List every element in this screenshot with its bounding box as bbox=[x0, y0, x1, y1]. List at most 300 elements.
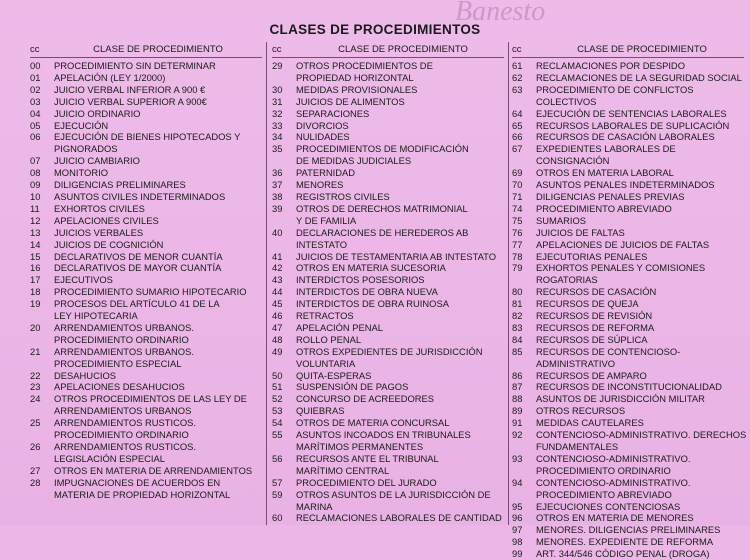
procedure-label: PROCEDIMIENTO SIN DETERMINAR bbox=[54, 60, 216, 71]
procedure-code: 77 bbox=[512, 238, 523, 250]
code-header: cc bbox=[512, 44, 522, 55]
procedure-label: APELACIONES CIVILES bbox=[54, 214, 159, 226]
procedure-code bbox=[30, 453, 54, 465]
procedure-code: 64 bbox=[512, 107, 523, 119]
procedure-code bbox=[30, 334, 54, 346]
procedure-code: 42 bbox=[272, 262, 283, 274]
procedure-label: RECURSOS ANTE EL TRIBUNAL bbox=[296, 452, 439, 464]
procedure-label: SUSPENSIÓN DE PAGOS bbox=[296, 381, 409, 393]
procedure-label: DECLARATIVOS DE MAYOR CUANTÍA bbox=[54, 262, 222, 274]
procedure-code: 36 bbox=[272, 167, 283, 179]
procedure-label: ARRENDAMIENTOS URBANOS bbox=[54, 405, 192, 417]
table-row bbox=[30, 143, 262, 155]
procedure-label: PROCEDIMIENTO ORDINARIO bbox=[54, 429, 189, 441]
table-row bbox=[512, 167, 748, 179]
table-row bbox=[272, 60, 510, 72]
label-header: CLASE DE PROCEDIMIENTO bbox=[577, 44, 707, 55]
table-row bbox=[512, 179, 748, 191]
procedure-label: EJECUCIÓN DE SENTENCIAS LABORALES bbox=[536, 107, 727, 119]
table-row bbox=[272, 453, 510, 465]
table-row bbox=[512, 322, 748, 334]
procedure-code: 62 bbox=[512, 71, 523, 83]
procedure-label: PROCEDIMIENTO DE CONFLICTOS COLECTIVOS bbox=[536, 83, 694, 107]
procedure-label: DECLARACIONES DE HEREDEROS AB INTESTATO bbox=[296, 226, 469, 250]
table-row bbox=[272, 72, 510, 84]
procedure-label: ARRENDAMIENTOS URBANOS. bbox=[54, 321, 194, 333]
procedure-code bbox=[272, 72, 296, 84]
procedure-label: OTROS DE DERECHOS MATRIMONIAL bbox=[296, 202, 468, 214]
column-header bbox=[272, 42, 510, 57]
table-row bbox=[272, 274, 510, 286]
procedure-column-1 bbox=[30, 42, 262, 525]
procedure-label: RECURSOS DE AMPARO bbox=[536, 369, 647, 381]
procedure-code: 33 bbox=[272, 119, 283, 131]
procedure-label: JUICIO VERBAL INFERIOR A 900 € bbox=[54, 83, 206, 95]
procedure-code: 56 bbox=[272, 452, 283, 464]
bank-watermark: Banesto bbox=[455, 0, 546, 27]
code-header: cc bbox=[30, 44, 40, 55]
table-row bbox=[30, 334, 262, 346]
procedure-label: EJECUCIÓN bbox=[54, 119, 109, 131]
procedure-code: 24 bbox=[30, 393, 41, 405]
procedure-label: INTERDICTOS POSESORIOS bbox=[296, 274, 425, 286]
procedure-label: MONITORIO bbox=[54, 167, 108, 179]
procedure-code bbox=[272, 441, 296, 453]
procedure-label: FUNDAMENTALES bbox=[536, 441, 619, 452]
table-row bbox=[30, 262, 262, 274]
table-row bbox=[512, 72, 748, 84]
procedure-code: 12 bbox=[30, 214, 41, 226]
procedure-label: EJECUCIÓN DE BIENES HIPOTECADOS Y bbox=[54, 131, 241, 143]
table-row bbox=[272, 429, 510, 441]
table-row bbox=[512, 524, 748, 536]
procedure-code: 63 bbox=[512, 83, 523, 95]
procedure-code: 66 bbox=[512, 131, 523, 143]
procedure-label: ARRENDAMIENTOS RUSTICOS. bbox=[54, 417, 197, 429]
procedure-code: 79 bbox=[512, 262, 523, 274]
table-row bbox=[272, 322, 510, 334]
procedure-label: JUICIO VERBAL SUPERIOR A 900€ bbox=[54, 95, 207, 107]
procedure-code: 94 bbox=[512, 476, 523, 488]
procedure-code: 28 bbox=[30, 476, 41, 488]
table-row bbox=[512, 262, 748, 286]
procedure-label: RECURSOS DE CONTENCIOSO-ADMINISTRATIVO bbox=[536, 345, 681, 369]
procedure-label: EJECUCIONES CONTENCIOSAS bbox=[536, 500, 681, 512]
table-row bbox=[30, 405, 262, 417]
table-row bbox=[272, 489, 510, 513]
procedure-label: MEDIDAS CAUTELARES bbox=[536, 417, 644, 429]
procedure-label: PROPIEDAD HORIZONTAL bbox=[296, 71, 414, 83]
table-row bbox=[30, 465, 262, 477]
table-row bbox=[272, 393, 510, 405]
procedure-label: PROCEDIMIENTO ABREVIADO bbox=[536, 202, 672, 214]
procedure-code: 80 bbox=[512, 286, 523, 298]
procedure-label: OTROS EN MATERIA DE MENORES bbox=[536, 512, 694, 524]
procedure-label: ASUNTOS CIVILES INDETERMINADOS bbox=[54, 190, 226, 202]
procedure-code: 40 bbox=[272, 226, 283, 238]
table-row bbox=[30, 203, 262, 215]
procedure-label: DECLARATIVOS DE MENOR CUANTÍA bbox=[54, 250, 223, 262]
table-row bbox=[30, 286, 262, 298]
table-row bbox=[512, 215, 748, 227]
procedure-code bbox=[30, 429, 54, 441]
procedure-code: 32 bbox=[272, 107, 283, 119]
label-header: CLASE DE PROCEDIMIENTO bbox=[338, 44, 468, 55]
procedure-label: REGISTROS CIVILES bbox=[296, 190, 390, 202]
column-header bbox=[30, 42, 262, 57]
procedure-label: JUICIOS DE TESTAMENTARIA AB INTESTATO bbox=[296, 250, 497, 262]
table-row bbox=[272, 477, 510, 489]
procedure-code: 00 bbox=[30, 60, 41, 71]
procedure-code: 84 bbox=[512, 333, 523, 345]
table-row bbox=[512, 548, 748, 560]
table-row bbox=[512, 131, 748, 143]
procedure-label: RETRACTOS bbox=[296, 310, 354, 322]
procedure-code bbox=[30, 310, 54, 322]
procedure-code: 26 bbox=[30, 441, 41, 452]
table-row bbox=[30, 120, 262, 132]
table-row bbox=[512, 334, 748, 346]
procedure-label: OTROS ASUNTOS DE LA JURISDICCIÓN DE MARINA bbox=[296, 488, 491, 512]
procedure-label: OTROS EN MATERIA SUCESORIA bbox=[296, 262, 446, 274]
procedure-label: JUICIO CAMBIARIO bbox=[54, 155, 140, 167]
procedure-label: RECURSOS DE SÚPLICA bbox=[536, 333, 648, 345]
procedure-code: 71 bbox=[512, 190, 523, 202]
procedure-code: 44 bbox=[272, 286, 283, 298]
procedure-code: 52 bbox=[272, 393, 283, 405]
table-row bbox=[512, 227, 748, 239]
table-row bbox=[272, 167, 510, 179]
table-row bbox=[512, 417, 748, 429]
table-row bbox=[30, 96, 262, 108]
procedure-label: PROCESOS DEL ARTÍCULO 41 DE LA bbox=[54, 298, 220, 310]
procedure-code: 23 bbox=[30, 381, 41, 393]
table-row bbox=[272, 417, 510, 429]
procedure-label: CONCURSO DE ACREEDORES bbox=[296, 393, 435, 405]
table-row bbox=[512, 405, 748, 417]
procedure-label: RECLAMACIONES POR DESPIDO bbox=[536, 60, 685, 71]
table-row bbox=[272, 179, 510, 191]
procedure-code: 93 bbox=[512, 452, 523, 464]
procedure-code: 14 bbox=[30, 238, 41, 250]
table-row bbox=[272, 251, 510, 263]
procedure-columns bbox=[0, 42, 750, 560]
procedure-code: 41 bbox=[272, 250, 283, 262]
table-row bbox=[272, 120, 510, 132]
table-row bbox=[512, 489, 748, 501]
procedure-label: DILIGENCIAS PENALES PREVIAS bbox=[536, 190, 685, 202]
table-row bbox=[512, 239, 748, 251]
procedure-code: 55 bbox=[272, 429, 283, 441]
procedure-label: NULIDADES bbox=[296, 131, 350, 143]
procedure-label: ASUNTOS INCOADOS EN TRIBUNALES bbox=[296, 429, 471, 441]
procedure-code: 45 bbox=[272, 298, 283, 310]
procedure-code bbox=[512, 489, 536, 501]
table-row bbox=[512, 429, 748, 441]
table-row bbox=[272, 298, 510, 310]
procedure-code: 19 bbox=[30, 298, 41, 310]
procedure-label: RECURSOS DE CASACIÓN LABORALES bbox=[536, 131, 715, 143]
table-row bbox=[512, 370, 748, 382]
procedure-code bbox=[30, 489, 54, 501]
table-row bbox=[272, 143, 510, 155]
procedure-label: EXPEDIENTES LABORALES DE CONSIGNACIÓN bbox=[536, 143, 676, 167]
procedure-code: 11 bbox=[30, 202, 40, 214]
procedure-code: 92 bbox=[512, 429, 523, 441]
table-row bbox=[512, 298, 748, 310]
procedure-code: 65 bbox=[512, 119, 523, 131]
procedure-code bbox=[30, 358, 54, 370]
procedure-code: 06 bbox=[30, 131, 41, 143]
procedure-code: 86 bbox=[512, 369, 523, 381]
table-row bbox=[30, 298, 262, 310]
page-title: CLASES DE PROCEDIMIENTOS bbox=[269, 22, 481, 37]
procedure-label: IMPUGNACIONES DE ACUERDOS EN bbox=[54, 476, 221, 488]
procedure-code: 48 bbox=[272, 333, 283, 345]
procedure-code: 78 bbox=[512, 250, 523, 262]
procedure-label: JUICIOS DE COGNICIÓN bbox=[54, 238, 164, 250]
procedure-code bbox=[512, 441, 536, 453]
procedure-label: MENORES. EXPEDIENTE DE REFORMA bbox=[536, 536, 714, 548]
procedure-label: DILIGENCIAS PRELIMINARES bbox=[54, 179, 186, 191]
procedure-code: 87 bbox=[512, 381, 523, 393]
table-row bbox=[272, 215, 510, 227]
procedure-code: 54 bbox=[272, 417, 283, 429]
procedure-code: 18 bbox=[30, 286, 41, 298]
procedure-label: MENORES bbox=[296, 179, 344, 191]
procedure-code: 88 bbox=[512, 393, 523, 405]
procedure-code: 22 bbox=[30, 369, 41, 381]
procedure-label: CONTENCIOSO-ADMINISTRATIVO. DERECHOS bbox=[536, 429, 747, 441]
procedure-label: APELACIONES DE JUICIOS DE FALTAS bbox=[536, 238, 710, 250]
procedure-code: 02 bbox=[30, 83, 41, 95]
code-header: cc bbox=[272, 44, 282, 55]
table-row bbox=[512, 465, 748, 477]
table-row bbox=[512, 393, 748, 405]
procedure-code: 97 bbox=[512, 524, 523, 536]
table-row bbox=[30, 453, 262, 465]
procedure-code: 21 bbox=[30, 345, 41, 357]
procedure-code: 13 bbox=[30, 226, 41, 238]
table-row bbox=[512, 251, 748, 263]
procedure-code: 46 bbox=[272, 310, 283, 322]
table-row bbox=[512, 536, 748, 548]
column-header bbox=[512, 42, 748, 57]
procedure-code bbox=[512, 465, 536, 477]
procedure-label: MENORES. DILIGENCIAS PRELIMINARES bbox=[536, 524, 721, 536]
procedure-label: RECURSOS DE CASACIÓN bbox=[536, 286, 657, 298]
table-row bbox=[272, 441, 510, 453]
table-row bbox=[272, 262, 510, 274]
table-row bbox=[512, 120, 748, 132]
procedure-code: 51 bbox=[272, 381, 283, 393]
procedure-label: OTROS PROCEDIMIENTOS DE LAS LEY DE bbox=[54, 393, 247, 405]
table-row bbox=[512, 346, 748, 370]
procedure-code: 20 bbox=[30, 321, 41, 333]
procedure-label: EXHORTOS CIVILES bbox=[54, 202, 145, 214]
table-row bbox=[272, 381, 510, 393]
procedure-code: 27 bbox=[30, 464, 41, 476]
procedure-label: PROCEDIMIENTO ORDINARIO bbox=[54, 333, 189, 345]
procedure-code: 16 bbox=[30, 262, 41, 274]
table-row bbox=[30, 489, 262, 501]
procedure-code: 09 bbox=[30, 179, 41, 191]
procedure-label: MARÍTIMO CENTRAL bbox=[296, 464, 390, 476]
procedure-label: DESAHUCIOS bbox=[54, 369, 116, 381]
procedure-label: PROCEDIMIENTO ABREVIADO bbox=[536, 488, 672, 500]
procedure-label: PROCEDIMIENTO DEL JURADO bbox=[296, 476, 437, 488]
procedure-label: ASUNTOS PENALES INDETERMINADOS bbox=[536, 179, 715, 191]
procedure-code: 17 bbox=[30, 274, 41, 286]
procedure-label: RECURSOS DE INCONSTITUCIONALIDAD bbox=[536, 381, 722, 393]
table-row bbox=[30, 322, 262, 334]
procedure-code: 37 bbox=[272, 179, 283, 191]
table-row bbox=[512, 477, 748, 489]
procedure-code: 96 bbox=[512, 512, 523, 524]
procedure-label: VOLUNTARIA bbox=[296, 357, 356, 369]
table-row bbox=[30, 381, 262, 393]
procedure-label: LEGISLACIÓN ESPECIAL bbox=[54, 452, 165, 464]
procedure-code: 76 bbox=[512, 226, 523, 238]
table-row bbox=[512, 191, 748, 203]
table-row bbox=[30, 358, 262, 370]
procedure-code: 30 bbox=[272, 83, 283, 95]
table-row bbox=[30, 251, 262, 263]
procedure-label: RECURSOS DE REFORMA bbox=[536, 321, 655, 333]
procedure-label: APELACIONES DESAHUCIOS bbox=[54, 381, 185, 393]
procedure-code: 07 bbox=[30, 155, 41, 167]
procedure-code: 25 bbox=[30, 417, 41, 429]
table-row bbox=[512, 143, 748, 167]
procedure-code: 98 bbox=[512, 536, 523, 548]
table-row bbox=[30, 441, 262, 453]
procedure-label: RECLAMACIONES DE LA SEGURIDAD SOCIAL bbox=[536, 71, 742, 83]
procedure-code: 89 bbox=[512, 405, 523, 417]
procedure-label: PROCEDIMIENTO ESPECIAL bbox=[54, 357, 182, 369]
table-row bbox=[272, 227, 510, 251]
procedure-label: SEPARACIONES bbox=[296, 107, 370, 119]
procedure-label: PATERNIDAD bbox=[296, 167, 356, 179]
procedure-label: INTERDICTOS DE OBRA NUEVA bbox=[296, 286, 438, 298]
procedure-label: LEY HIPOTECARIA bbox=[54, 310, 138, 322]
procedure-column-3 bbox=[512, 42, 748, 560]
table-row bbox=[272, 465, 510, 477]
table-row bbox=[30, 191, 262, 203]
table-row bbox=[512, 286, 748, 298]
procedure-label: ARRENDAMIENTOS RUSTICOS. bbox=[54, 441, 197, 452]
procedure-label: QUIEBRAS bbox=[296, 405, 345, 417]
table-row bbox=[512, 108, 748, 120]
procedure-code: 83 bbox=[512, 321, 523, 333]
procedure-label: DE MEDIDAS JUDICIALES bbox=[296, 155, 412, 167]
table-row bbox=[272, 358, 510, 370]
procedure-label: APELACIÓN PENAL bbox=[296, 321, 384, 333]
table-row bbox=[272, 512, 510, 524]
table-row bbox=[30, 429, 262, 441]
table-row bbox=[512, 512, 748, 524]
table-row bbox=[272, 96, 510, 108]
procedure-code: 67 bbox=[512, 143, 523, 155]
procedure-code: 69 bbox=[512, 167, 523, 179]
table-row bbox=[272, 155, 510, 167]
procedure-code: 10 bbox=[30, 190, 41, 202]
table-row bbox=[30, 84, 262, 96]
table-row bbox=[512, 60, 748, 72]
table-row bbox=[272, 108, 510, 120]
procedure-code bbox=[30, 143, 54, 155]
table-row bbox=[30, 370, 262, 382]
procedure-code: 03 bbox=[30, 95, 41, 107]
procedure-code: 01 bbox=[30, 71, 41, 83]
procedure-label: RECURSOS DE QUEJA bbox=[536, 298, 639, 310]
table-row bbox=[272, 370, 510, 382]
table-row bbox=[272, 84, 510, 96]
table-row bbox=[30, 108, 262, 120]
table-row bbox=[272, 191, 510, 203]
procedure-code: 49 bbox=[272, 345, 283, 357]
procedure-label: ASUNTOS DE JURISDICCIÓN MILITAR bbox=[536, 393, 705, 405]
table-row bbox=[512, 310, 748, 322]
procedure-code: 31 bbox=[272, 95, 283, 107]
procedure-code: 38 bbox=[272, 190, 283, 202]
table-row bbox=[30, 155, 262, 167]
table-row bbox=[272, 334, 510, 346]
table-row bbox=[30, 72, 262, 84]
table-row bbox=[272, 405, 510, 417]
procedure-column-2 bbox=[272, 42, 510, 525]
procedure-label: Y DE FAMILIA bbox=[296, 214, 357, 226]
table-row bbox=[30, 60, 262, 72]
procedure-code: 81 bbox=[512, 298, 523, 310]
table-row bbox=[272, 346, 510, 358]
table-row bbox=[30, 227, 262, 239]
procedure-label: INTERDICTOS DE OBRA RUINOSA bbox=[296, 298, 449, 310]
procedure-label: ARRENDAMIENTOS URBANOS. bbox=[54, 345, 194, 357]
procedure-code bbox=[272, 358, 296, 370]
procedure-code: 75 bbox=[512, 214, 523, 226]
procedure-code bbox=[272, 155, 296, 167]
procedure-code: 99 bbox=[512, 548, 523, 560]
procedure-label: OTROS RECURSOS bbox=[536, 405, 626, 417]
table-row bbox=[512, 441, 748, 453]
procedure-code: 39 bbox=[272, 202, 283, 214]
procedure-label: ROLLO PENAL bbox=[296, 333, 362, 345]
table-row bbox=[30, 477, 262, 489]
procedure-label: PROCEDIMIENTO ORDINARIO bbox=[536, 464, 671, 476]
table-row bbox=[30, 310, 262, 322]
procedure-code: 74 bbox=[512, 202, 523, 214]
procedure-code: 29 bbox=[272, 60, 283, 71]
table-row bbox=[30, 417, 262, 429]
procedure-code: 34 bbox=[272, 131, 283, 143]
table-row bbox=[30, 346, 262, 358]
procedure-label: PROCEDIMIENTOS DE MODIFICACIÓN bbox=[296, 143, 469, 155]
procedure-code: 70 bbox=[512, 179, 523, 191]
table-row bbox=[272, 203, 510, 215]
procedure-code bbox=[30, 405, 54, 417]
procedure-label: RECURSOS LABORALES DE SUPLICACIÓN bbox=[536, 119, 730, 131]
table-row bbox=[272, 131, 510, 143]
procedure-label: OTROS PROCEDIMIENTOS DE bbox=[296, 60, 433, 71]
procedure-label: JUICIOS DE FALTAS bbox=[536, 226, 625, 238]
procedure-code: 05 bbox=[30, 119, 41, 131]
procedure-label: EJECUTIVOS bbox=[54, 274, 113, 286]
procedure-label: ART. 344/546 CÓDIGO PENAL (DROGA) bbox=[536, 548, 710, 560]
procedure-code: 15 bbox=[30, 250, 41, 262]
table-row bbox=[512, 84, 748, 108]
table-row bbox=[30, 179, 262, 191]
procedure-label: DIVORCIOS bbox=[296, 119, 349, 131]
